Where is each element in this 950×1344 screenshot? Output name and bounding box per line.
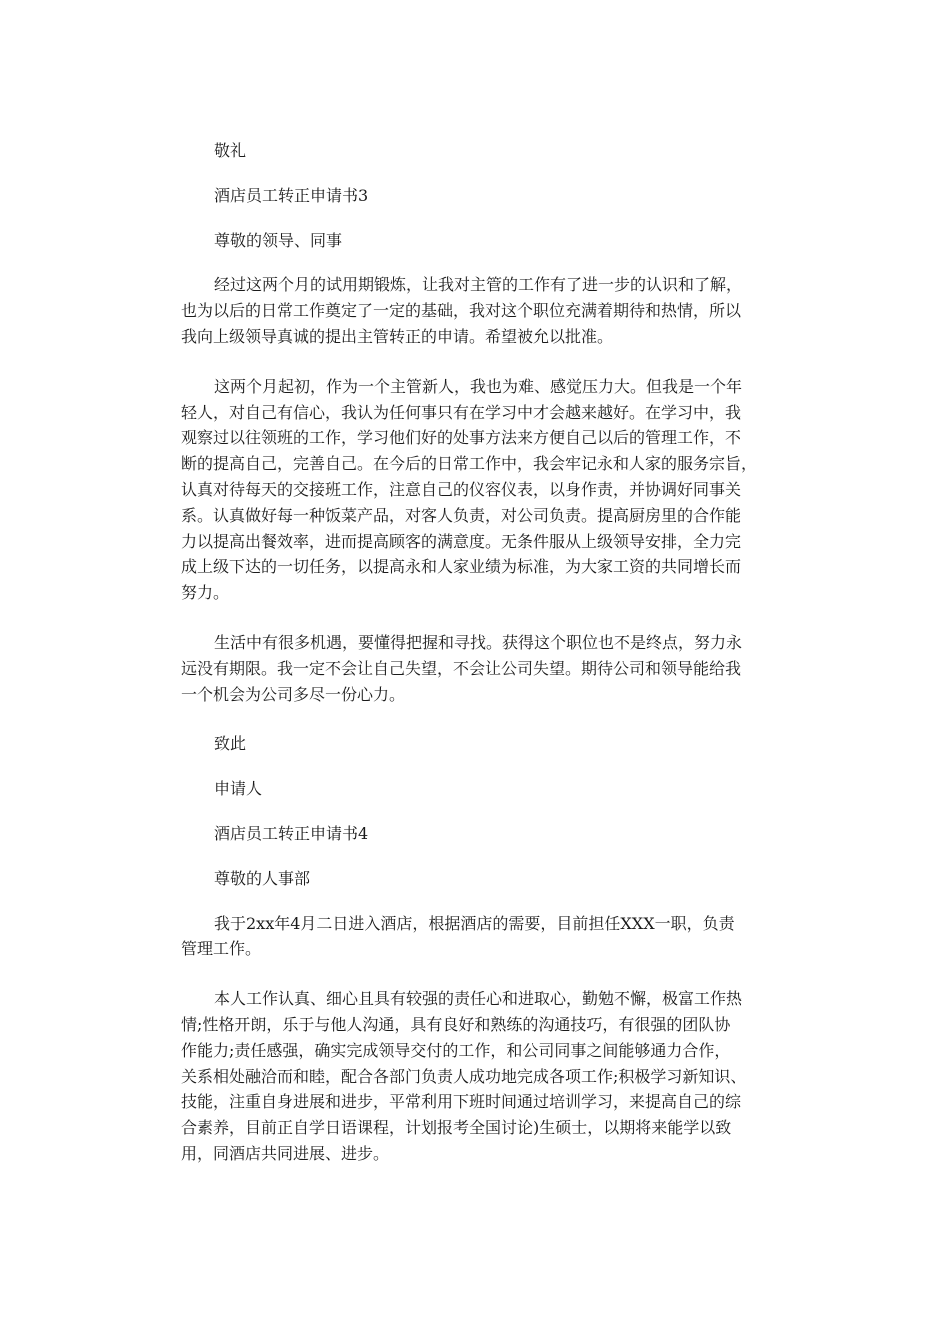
paragraph — [181, 986, 781, 1167]
text-line: 尊敬的人事部 — [214, 868, 311, 888]
text-line: 技能，注重自身进展和进步，平常利用下班时间通过培训学习，来提高自己的综 — [181, 1092, 742, 1112]
text-line: 酒店员工转正申请书4 — [214, 823, 369, 843]
text-line: 这两个月起初，作为一个主管新人，我也为难、感觉压力大。但我是一个年 — [214, 376, 743, 396]
heading-line — [181, 731, 781, 757]
text-line: 情;性格开朗，乐于与他人沟通，具有良好和熟练的沟通技巧，有很强的团队协 — [181, 1014, 731, 1034]
text-line: 一个机会为公司多尽一份心力。 — [181, 684, 406, 704]
heading-line — [181, 776, 781, 802]
text-line: 经过这两个月的试用期锻炼，让我对主管的工作有了进一步的认识和了解， — [214, 275, 743, 295]
text-line: 尊敬的领导、同事 — [214, 230, 343, 250]
heading-line — [181, 183, 781, 209]
heading-line — [181, 138, 781, 164]
text-line: 申请人 — [214, 779, 263, 799]
text-line: 本人工作认真、细心且具有较强的责任心和进取心，勤勉不懈，极富工作热 — [214, 989, 743, 1009]
text-line: 认真对待每天的交接班工作，注意自己的仪容仪表，以身作责，并协调好同事关 — [181, 479, 742, 499]
text-line: 系。认真做好每一种饭菜产品，对客人负责，对公司负责。提高厨房里的合作能 — [181, 505, 742, 525]
text-line: 力以提高出餐效率，进而提高顾客的满意度。无条件服从上级领导安排，全力完 — [181, 531, 742, 551]
text-line: 合素养，目前正自学日语课程，计划报考全国讨论)生硕士，以期将来能学以致 — [181, 1118, 732, 1138]
text-line: 用，同酒店共同进展、进步。 — [181, 1143, 390, 1163]
heading-line — [181, 866, 781, 892]
text-line: 我向上级领导真诚的提出主管转正的申请。希望被允以批准。 — [181, 326, 614, 346]
text-line: 观察过以往领班的工作，学习他们好的处事方法来方便自己以后的管理工作，不 — [181, 428, 742, 448]
text-line: 生活中有很多机遇，要懂得把握和寻找。获得这个职位也不是终点，努力永 — [214, 632, 743, 652]
text-line: 成上级下达的一切任务，以提高永和人家业绩为标准，为大家工资的共同增长而 — [181, 557, 742, 577]
text-line: 致此 — [214, 734, 247, 754]
text-line: 轻人，对自己有信心，我认为任何事只有在学习中才会越来越好。在学习中，我 — [181, 402, 742, 422]
text-line: 也为以后的日常工作奠定了一定的基础，我对这个职位充满着期待和热情，所以 — [181, 301, 742, 321]
paragraph — [181, 911, 781, 963]
text-line: 作能力;责任感强，确实完成领导交付的工作，和公司同事之间能够通力合作， — [181, 1040, 731, 1060]
document-page — [181, 138, 781, 1191]
heading-line — [181, 821, 781, 847]
text-line: 关系相处融洽而和睦，配合各部门负责人成功地完成各项工作;积极学习新知识、 — [181, 1066, 747, 1086]
text-line: 断的提高自己，完善自己。在今后的日常工作中，我会牢记永和人家的服务宗旨， — [181, 454, 758, 474]
text-line: 管理工作。 — [181, 939, 262, 959]
paragraph — [181, 374, 781, 606]
text-line: 酒店员工转正申请书3 — [214, 185, 369, 205]
paragraph — [181, 272, 781, 349]
text-line: 远没有期限。我一定不会让自己失望，不会让公司失望。期待公司和领导能给我 — [181, 658, 742, 678]
heading-line — [181, 228, 781, 254]
text-line: 努力。 — [181, 583, 230, 603]
text-line: 我于2xx年4月二日进入酒店，根据酒店的需要，目前担任XXX一职，负责 — [214, 913, 735, 933]
text-line: 敬礼 — [214, 141, 247, 160]
paragraph — [181, 630, 781, 707]
